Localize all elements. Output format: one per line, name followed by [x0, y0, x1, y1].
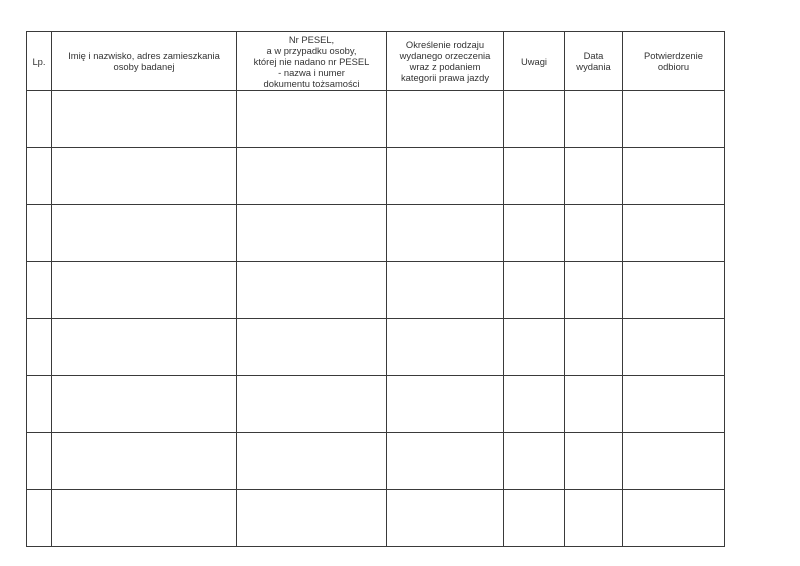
cell-receipt-confirmation[interactable] [623, 91, 725, 148]
cell-decision-type[interactable] [387, 319, 504, 376]
cell-issue-date[interactable] [565, 490, 623, 547]
table-row [27, 490, 725, 547]
cell-remarks[interactable] [504, 319, 565, 376]
cell-issue-date[interactable] [565, 433, 623, 490]
cell-decision-type[interactable] [387, 433, 504, 490]
header-name-address: Imię i nazwisko, adres zamieszkania osoby badanej [52, 32, 237, 91]
cell-lp[interactable] [27, 262, 52, 319]
cell-name-address[interactable] [52, 433, 237, 490]
cell-pesel[interactable] [237, 91, 387, 148]
table-row [27, 319, 725, 376]
header-pesel: Nr PESEL, a w przypadku osoby, której nie nadano nr PESEL - nazwa i numer dokumentu tożsamości [237, 32, 387, 91]
cell-name-address[interactable] [52, 262, 237, 319]
cell-issue-date[interactable] [565, 148, 623, 205]
cell-name-address[interactable] [52, 376, 237, 433]
cell-remarks[interactable] [504, 91, 565, 148]
cell-name-address[interactable] [52, 148, 237, 205]
cell-decision-type[interactable] [387, 205, 504, 262]
cell-lp[interactable] [27, 490, 52, 547]
cell-issue-date[interactable] [565, 319, 623, 376]
cell-pesel[interactable] [237, 490, 387, 547]
cell-receipt-confirmation[interactable] [623, 205, 725, 262]
cell-lp[interactable] [27, 205, 52, 262]
cell-lp[interactable] [27, 433, 52, 490]
cell-name-address[interactable] [52, 319, 237, 376]
cell-pesel[interactable] [237, 433, 387, 490]
cell-issue-date[interactable] [565, 205, 623, 262]
cell-issue-date[interactable] [565, 262, 623, 319]
header-receipt-confirmation: Potwierdzenie odbioru [623, 32, 725, 91]
cell-remarks[interactable] [504, 376, 565, 433]
cell-pesel[interactable] [237, 205, 387, 262]
cell-lp[interactable] [27, 148, 52, 205]
cell-receipt-confirmation[interactable] [623, 433, 725, 490]
table-row [27, 91, 725, 148]
cell-pesel[interactable] [237, 376, 387, 433]
cell-issue-date[interactable] [565, 91, 623, 148]
table-row [27, 148, 725, 205]
cell-remarks[interactable] [504, 433, 565, 490]
cell-decision-type[interactable] [387, 91, 504, 148]
cell-remarks[interactable] [504, 148, 565, 205]
cell-name-address[interactable] [52, 91, 237, 148]
cell-remarks[interactable] [504, 262, 565, 319]
table-row [27, 433, 725, 490]
cell-name-address[interactable] [52, 205, 237, 262]
cell-remarks[interactable] [504, 205, 565, 262]
cell-decision-type[interactable] [387, 490, 504, 547]
cell-issue-date[interactable] [565, 376, 623, 433]
table-header [27, 32, 725, 91]
cell-receipt-confirmation[interactable] [623, 319, 725, 376]
cell-decision-type[interactable] [387, 262, 504, 319]
cell-pesel[interactable] [237, 262, 387, 319]
cell-remarks[interactable] [504, 490, 565, 547]
header-decision-type: Określenie rodzaju wydanego orzeczenia wraz z podaniem kategorii prawa jazdy [387, 32, 504, 91]
cell-receipt-confirmation[interactable] [623, 376, 725, 433]
table-body [27, 91, 725, 547]
cell-lp[interactable] [27, 91, 52, 148]
cell-lp[interactable] [27, 319, 52, 376]
cell-pesel[interactable] [237, 319, 387, 376]
cell-decision-type[interactable] [387, 376, 504, 433]
cell-lp[interactable] [27, 376, 52, 433]
cell-pesel[interactable] [237, 148, 387, 205]
register-table [26, 31, 725, 547]
header-issue-date: Data wydania [565, 32, 623, 91]
header-row [27, 32, 725, 91]
header-remarks: Uwagi [504, 32, 565, 91]
table-row [27, 205, 725, 262]
table-row [27, 262, 725, 319]
cell-receipt-confirmation[interactable] [623, 148, 725, 205]
cell-receipt-confirmation[interactable] [623, 490, 725, 547]
header-lp: Lp. [27, 32, 52, 91]
table-row [27, 376, 725, 433]
cell-decision-type[interactable] [387, 148, 504, 205]
cell-receipt-confirmation[interactable] [623, 262, 725, 319]
cell-name-address[interactable] [52, 490, 237, 547]
